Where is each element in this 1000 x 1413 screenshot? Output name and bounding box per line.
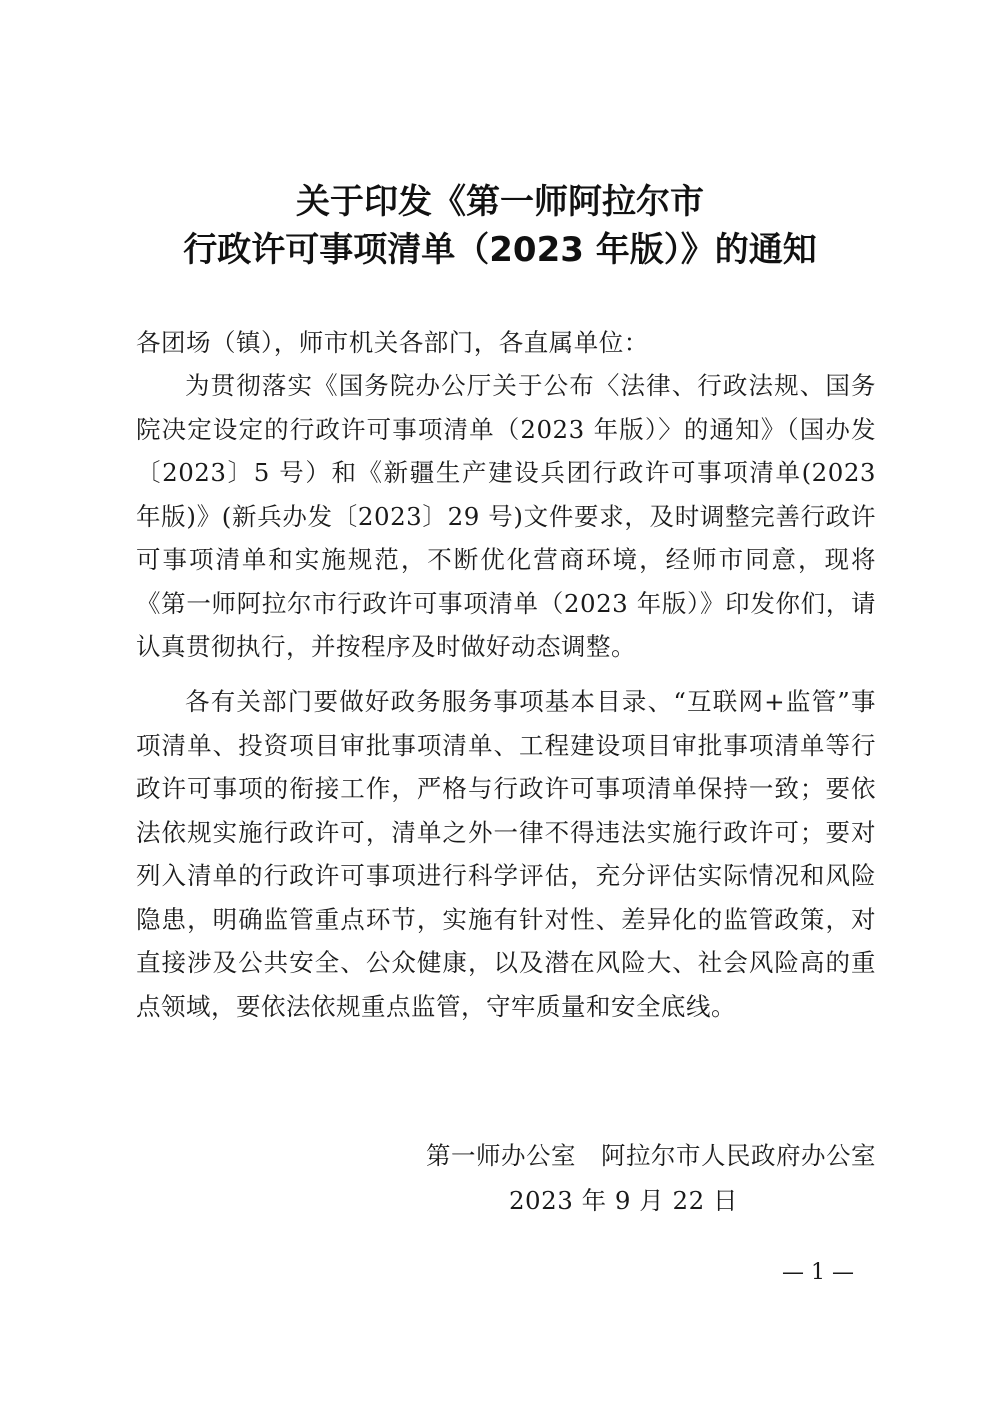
document-title-line-2: 行政许可事项清单（2023 年版）》的通知: [183, 230, 817, 270]
page-number: — 1 —: [782, 1260, 854, 1285]
signature-organizations: 第一师办公室 阿拉尔市人民政府办公室: [426, 1141, 876, 1170]
salutation: 各团场（镇），师市机关各部门，各直属单位：: [136, 328, 649, 357]
signature-date: 2023 年 9 月 22 日: [508, 1186, 738, 1215]
body-paragraph-1: 为贯彻落实《国务院办公厅关于公布〈法律、行政法规、国务院决定设定的行政许可事项清单（2023 年版）〉的通知》（国办发〔2023〕5 号）和《新疆生产建设兵团行政许可事项清单(2023 年版)》(新兵办发〔2023〕29 号)文件要求，及时调整完善行政许可事项清单和实施规范，不断优化营商环境，经师市同意，现将《第一师阿拉尔市行政许可事项清单（2023 年版）》印发你们，请认真贯彻执行，并按程序及时做好动态调整。: [136, 371, 876, 661]
body-paragraph-2: 各有关部门要做好政务服务事项基本目录、“互联网+监管”事项清单、投资项目审批事项清单、工程建设项目审批事项清单等行政许可事项的衔接工作，严格与行政许可事项清单保持一致；要依法依规实施行政许可，清单之外一律不得违法实施行政许可；要对列入清单的行政许可事项进行科学评估，充分评估实际情况和风险隐患，明确监管重点环节，实施有针对性、差异化的监管政策，对直接涉及公共安全、公众健康，以及潜在风险大、社会风险高的重点领域，要依法依规重点监管，守牢质量和安全底线。: [136, 687, 876, 1021]
document-title-line-1: 关于印发《第一师阿拉尔市: [296, 182, 704, 222]
